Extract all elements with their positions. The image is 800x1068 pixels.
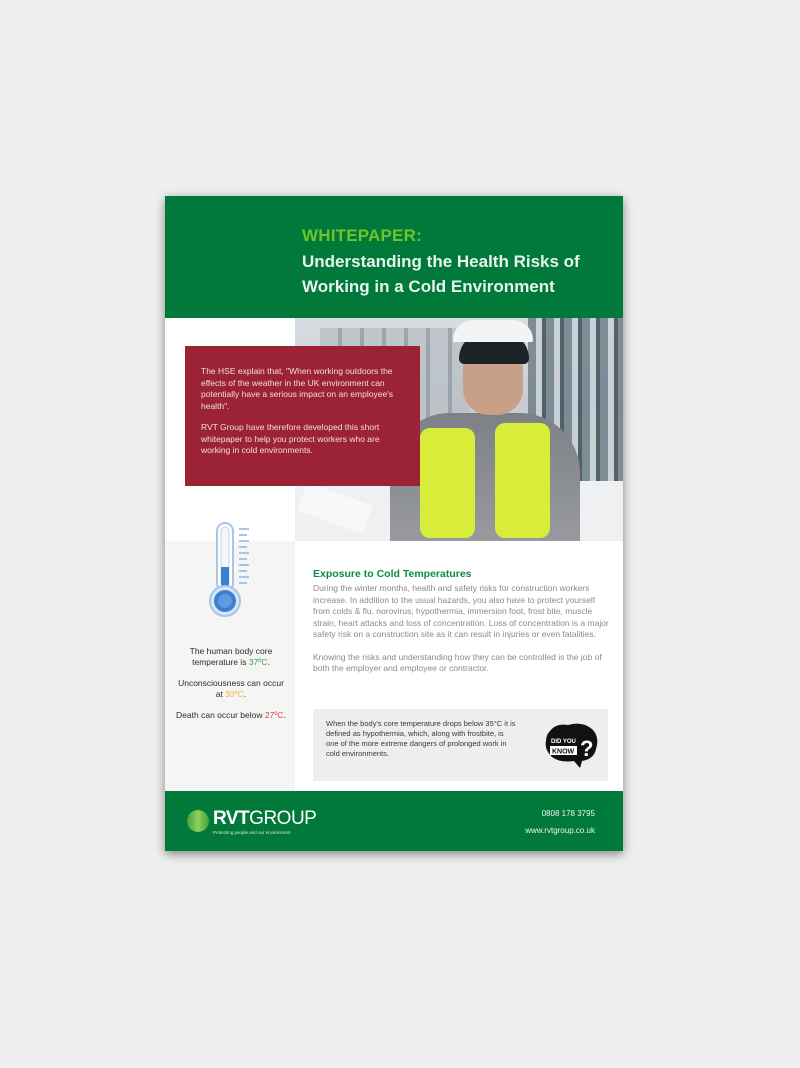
logo-mark-icon [187,810,209,832]
stat-death-temp: Death can occur below 27ºC. [176,710,286,720]
fact-text: When the body's core temperature drops below 35°C it is defined as hypothermia, which, along with frostbite, is one of the more extreme dangers of prolonged work in cold environments. [326,719,516,758]
quote-paragraph: The HSE explain that, "When working outdoors the effects of the weather in the UK environment can potentially have a serious impact on an employee's health". [201,366,394,411]
svg-text:DID YOU: DID YOU [551,739,576,745]
body-paragraph-2: Knowing the risks and understanding how they can be controlled is the job of both the employer and employee or contractor. [313,651,602,673]
contact-info [525,805,595,839]
footer-band [165,791,623,851]
logo-tagline: Protecting people and our environment [213,830,291,835]
svg-text:?: ? [580,736,594,761]
did-you-know-icon [542,721,600,769]
section-body [313,583,613,686]
rvt-group-logo [187,808,337,836]
svg-text:KNOW: KNOW [552,748,575,756]
body-paragraph-1: During the winter months, health and safety risks for construction workers increase. In addition to the usual hazards, you also have to protect yourself from colds & flu, norovirus, hypothermia, immersion foot, frost bite, muscle strain, heart attacks and loss of concentration. Loss of concentration is a major safety risk on a construction site as it can result in injuries or even fatalities. [313,583,609,639]
phone-number: 0808 178 3795 [541,809,595,818]
website-link[interactable]: www.rvtgroup.co.uk [525,826,595,835]
stat-value-unconscious: 33ºC [225,689,244,699]
photo-hivis-right [495,423,550,538]
photo-hard-hat [453,320,533,342]
stat-unconscious-temp: Unconsciousness can occur at 33ºC. [178,678,284,699]
photo-hivis-left [420,428,475,538]
main-content [295,541,623,791]
document-title: Understanding the Health Risks of Working in a Cold Environment [302,252,580,296]
did-you-know-box [313,709,608,781]
whitepaper-cover [165,196,623,851]
section-title: Exposure to Cold Temperatures [313,568,472,580]
stat-value-death: 27ºC [264,710,284,720]
intro-paragraph: RVT Group have therefore developed this short whitepaper to help you protect workers who are working in cold environments. [201,422,380,455]
temperature-stats [175,646,287,731]
thermometer-icon [203,519,263,624]
stats-sidebar [165,541,295,791]
header-band [165,196,623,318]
whitepaper-kicker: WHITEPAPER: [302,226,422,245]
logo-wordmark: RVTGROUP [213,808,317,829]
stat-core-temp: The human body core temperature is 37ºC. [189,646,273,667]
hse-quote-box [185,346,420,486]
stat-value-core: 37ºC [248,657,268,667]
